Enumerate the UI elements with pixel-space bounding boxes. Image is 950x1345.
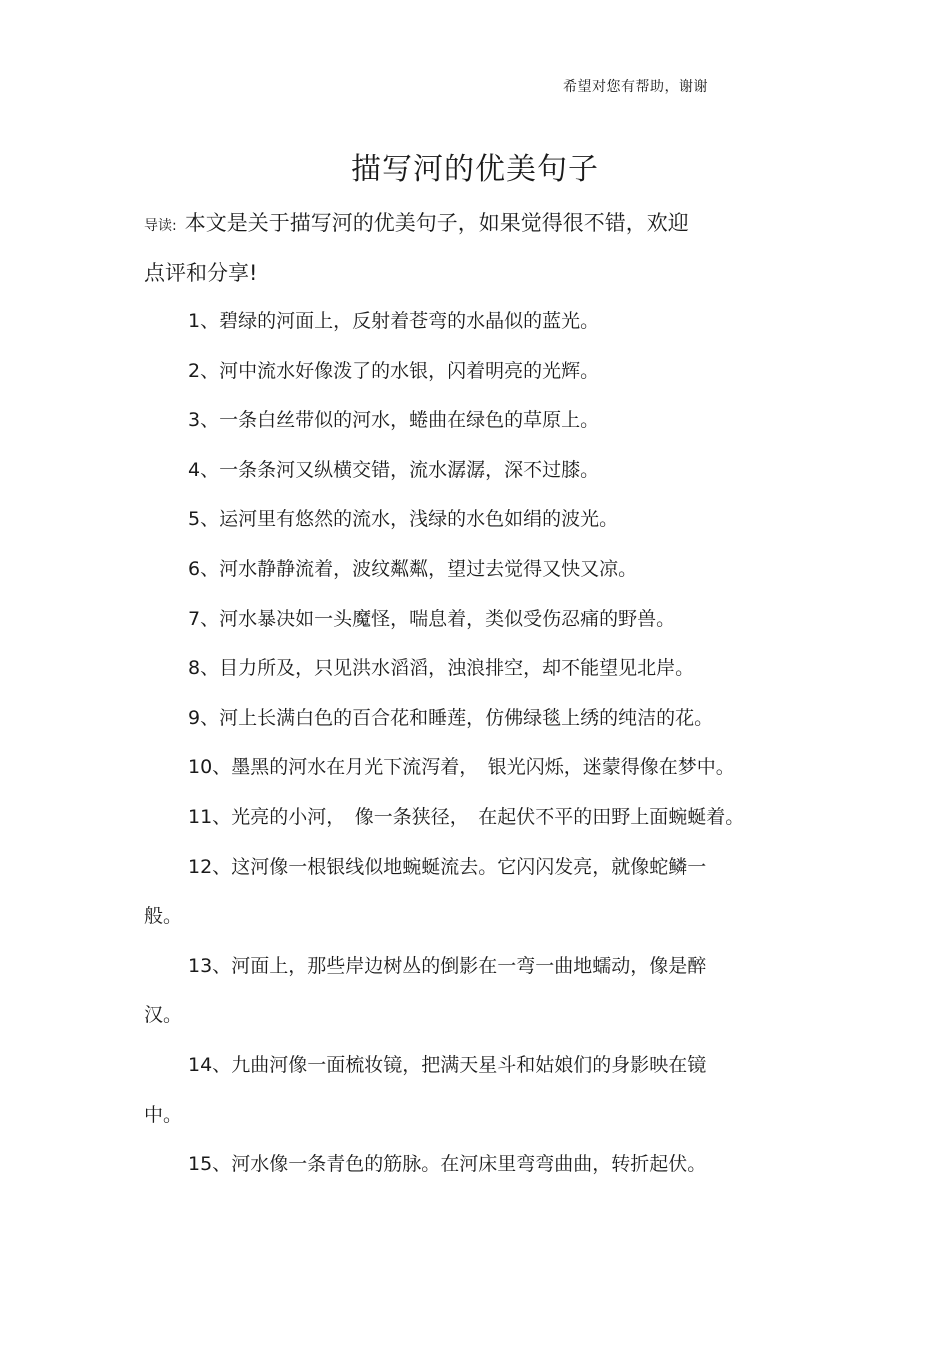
- sentence-number: 8、: [188, 657, 220, 680]
- sentence-text: 墨黑的河水在月光下流泻着， 银光闪烁，迷蒙得像在梦中。: [231, 756, 735, 779]
- intro-paragraph: [144, 198, 784, 298]
- sentence-number: 9、: [188, 706, 220, 729]
- sentence-item: [144, 694, 824, 744]
- header-note: 希望对您有帮助，谢谢: [563, 79, 708, 95]
- sentence-number: 7、: [188, 607, 220, 630]
- sentence-item: [144, 446, 824, 496]
- sentence-item: [144, 347, 824, 397]
- intro-line-2: 点评和分享!: [144, 261, 258, 285]
- sentence-number: 5、: [188, 508, 220, 531]
- sentence-number: 10、: [188, 756, 232, 779]
- sentence-item: [144, 793, 824, 843]
- sentence-item: [144, 942, 824, 1041]
- sentence-text: 河水静静流着，波纹粼粼，望过去觉得又快又凉。: [219, 557, 638, 580]
- sentence-text: 一条白丝带似的河水，蜷曲在绿色的草原上。: [219, 409, 600, 432]
- sentence-item: [144, 644, 824, 694]
- sentence-list: [144, 297, 824, 1190]
- sentence-continuation: 中。: [144, 1103, 183, 1126]
- sentence-number: 15、: [188, 1153, 232, 1176]
- sentence-item: [144, 743, 824, 793]
- sentence-text: 河面上，那些岸边树丛的倒影在一弯一曲地蠕动，像是醉: [231, 954, 707, 977]
- sentence-text: 运河里有悠然的流水，浅绿的水色如绢的波光。: [219, 508, 619, 531]
- sentence-item: [144, 545, 824, 595]
- sentence-text: 光亮的小河， 像一条狭径， 在起伏不平的田野上面蜿蜒着。: [231, 805, 745, 828]
- sentence-number: 4、: [188, 458, 220, 481]
- sentence-item: [144, 595, 824, 645]
- sentence-number: 1、: [188, 310, 220, 332]
- sentence-text: 河水暴决如一头魔怪，喘息着，类似受伤忍痛的野兽。: [219, 607, 676, 630]
- sentence-text: 碧绿的河面上，反射着苍弯的水晶似的蓝光。: [219, 310, 600, 332]
- sentence-item: [144, 297, 824, 347]
- intro-line-1: [144, 198, 784, 248]
- sentence-item: [144, 1140, 824, 1190]
- sentence-text: 一条条河又纵横交错，流水潺潺，深不过膝。: [219, 458, 600, 481]
- page-title: 描写河的优美句子: [351, 152, 599, 187]
- sentence-number: 12、: [188, 855, 232, 878]
- intro-text-1: 本文是关于描写河的优美句子，如果觉得很不错，欢迎: [184, 211, 689, 235]
- intro-label: 导读:: [144, 218, 177, 234]
- sentence-number: 3、: [188, 409, 220, 432]
- sentence-item: [144, 396, 824, 446]
- sentence-number: 14、: [188, 1053, 232, 1076]
- sentence-continuation: 般。: [144, 905, 183, 928]
- sentence-text: 河中流水好像泼了的水银，闪着明亮的光辉。: [219, 359, 600, 382]
- sentence-text: 目力所及，只见洪水滔滔，浊浪排空，却不能望见北岸。: [219, 657, 695, 680]
- sentence-number: 13、: [188, 954, 232, 977]
- sentence-number: 2、: [188, 359, 220, 382]
- sentence-text: 河水像一条青色的筋脉。在河床里弯弯曲曲，转折起伏。: [231, 1153, 707, 1176]
- sentence-item: [144, 495, 824, 545]
- sentence-text: 九曲河像一面梳妆镜，把满天星斗和姑娘们的身影映在镜: [231, 1053, 707, 1076]
- sentence-continuation: 汉。: [144, 1004, 183, 1027]
- sentence-text: 河上长满白色的百合花和睡莲，仿佛绿毯上绣的纯洁的花。: [219, 706, 714, 729]
- sentence-item: [144, 843, 824, 942]
- sentence-item: [144, 1041, 824, 1140]
- sentence-number: 6、: [188, 557, 220, 580]
- sentence-number: 11、: [188, 805, 232, 828]
- sentence-text: 这河像一根银线似地蜿蜒流去。它闪闪发亮，就像蛇鳞一: [231, 855, 707, 878]
